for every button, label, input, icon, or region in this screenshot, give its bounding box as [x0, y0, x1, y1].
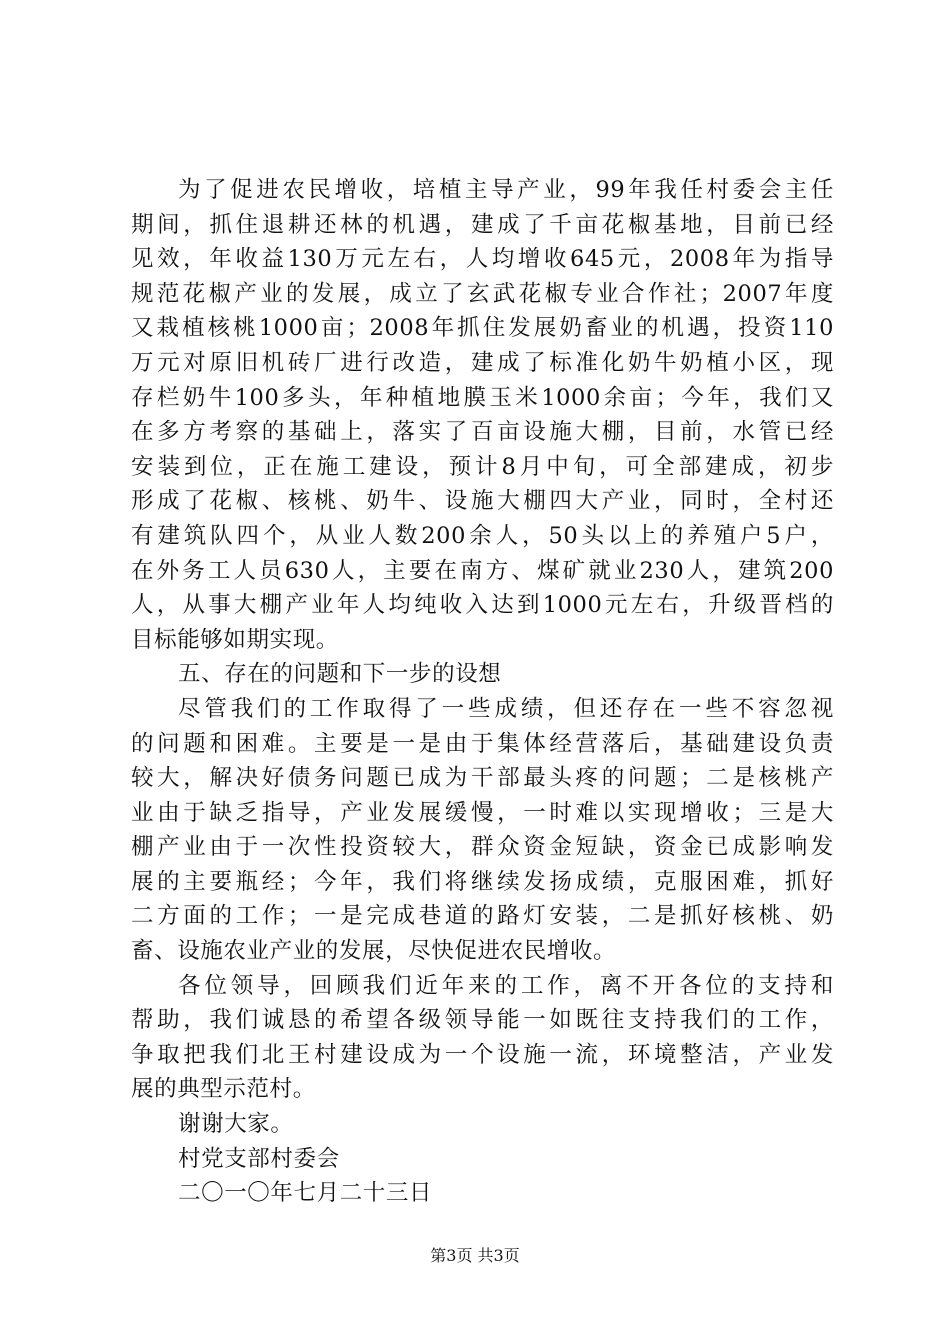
text-line: 存栏奶牛100多头，年种植地膜玉米1000余亩；今年，我们又: [131, 384, 834, 411]
text-line: 展的主要瓶经；今年，我们将继续发扬成绩，克服困难，抓好: [131, 868, 834, 895]
paragraph-income-growth: [131, 173, 834, 657]
text-line: 棚产业由于一次性投资较大，群众资金短缺，资金已成影响发: [131, 834, 834, 861]
text-line: 二方面的工作；一是完成巷道的路灯安装，二是抓好核桃、奶: [131, 903, 834, 930]
text-line: 目标能够如期实现。: [131, 626, 339, 653]
text-line: 尽管我们的工作取得了一些成绩，但还存在一些不容忽视: [178, 695, 834, 722]
text-line: 见效，年收益130万元左右，人均增收645元，2008年为指导: [131, 246, 834, 273]
text-line: 较大，解决好债务问题已成为干部最头疼的问题；二是核桃产: [131, 765, 834, 792]
closing-thanks: 谢谢大家。: [178, 1111, 294, 1138]
text-line: 万元对原旧机砖厂进行改造，建成了标准化奶牛奶植小区，现: [131, 349, 834, 376]
page-footer: 第3页 共3页: [430, 1246, 520, 1265]
signature: 村党支部村委会: [178, 1145, 340, 1172]
text-line: 在多方考察的基础上，落实了百亩设施大棚，目前，水管已经: [131, 419, 834, 446]
section-heading: 五、存在的问题和下一步的设想: [178, 661, 502, 688]
text-line: 形成了花椒、核桃、奶牛、设施大棚四大产业，同时，全村还: [131, 488, 834, 515]
text-line: 期间，抓住退耕还林的机遇，建成了千亩花椒基地，目前已经: [131, 211, 834, 238]
text-line: 各位领导，回顾我们近年来的工作，离不开各位的支持和: [178, 972, 834, 999]
text-line: 人，从事大棚产业年人均纯收入达到1000元左右，升级晋档的: [131, 592, 834, 619]
paragraph-appeal: [131, 969, 834, 1107]
text-line: 规范花椒产业的发展，成立了玄武花椒专业合作社；2007年度: [131, 280, 834, 307]
text-line: 争取把我们北王村建设成为一个设施一流，环境整洁，产业发: [131, 1041, 834, 1068]
text-line: 又栽植核桃1000亩；2008年抓住发展奶畜业的机遇，投资110: [131, 315, 834, 342]
document-body: [131, 173, 834, 1211]
text-line: 的问题和困难。主要是一是由于集体经营落后，基础建设负责: [131, 730, 834, 757]
document-date: 二〇一〇年七月二十三日: [178, 1180, 433, 1207]
text-line: 展的典型示范村。: [131, 1076, 316, 1103]
text-line: 畜、设施农业产业的发展，尽快促进农民增收。: [131, 938, 617, 965]
text-line: 业由于缺乏指导，产业发展缓慢，一时难以实现增收；三是大: [131, 799, 834, 826]
text-line: 帮助，我们诚恳的希望各级领导能一如既往支持我们的工作，: [131, 1007, 834, 1034]
text-line: 有建筑队四个，从业人数200余人，50头以上的养殖户5户，: [131, 522, 834, 549]
paragraph-problems: [131, 692, 834, 969]
text-line: 为了促进农民增收，培植主导产业，99年我任村委会主任: [178, 177, 834, 203]
text-line: 安装到位，正在施工建设，预计8月中旬，可全部建成，初步: [131, 453, 834, 480]
text-line: 在外务工人员630人，主要在南方、煤矿就业230人，建筑200: [131, 557, 834, 584]
